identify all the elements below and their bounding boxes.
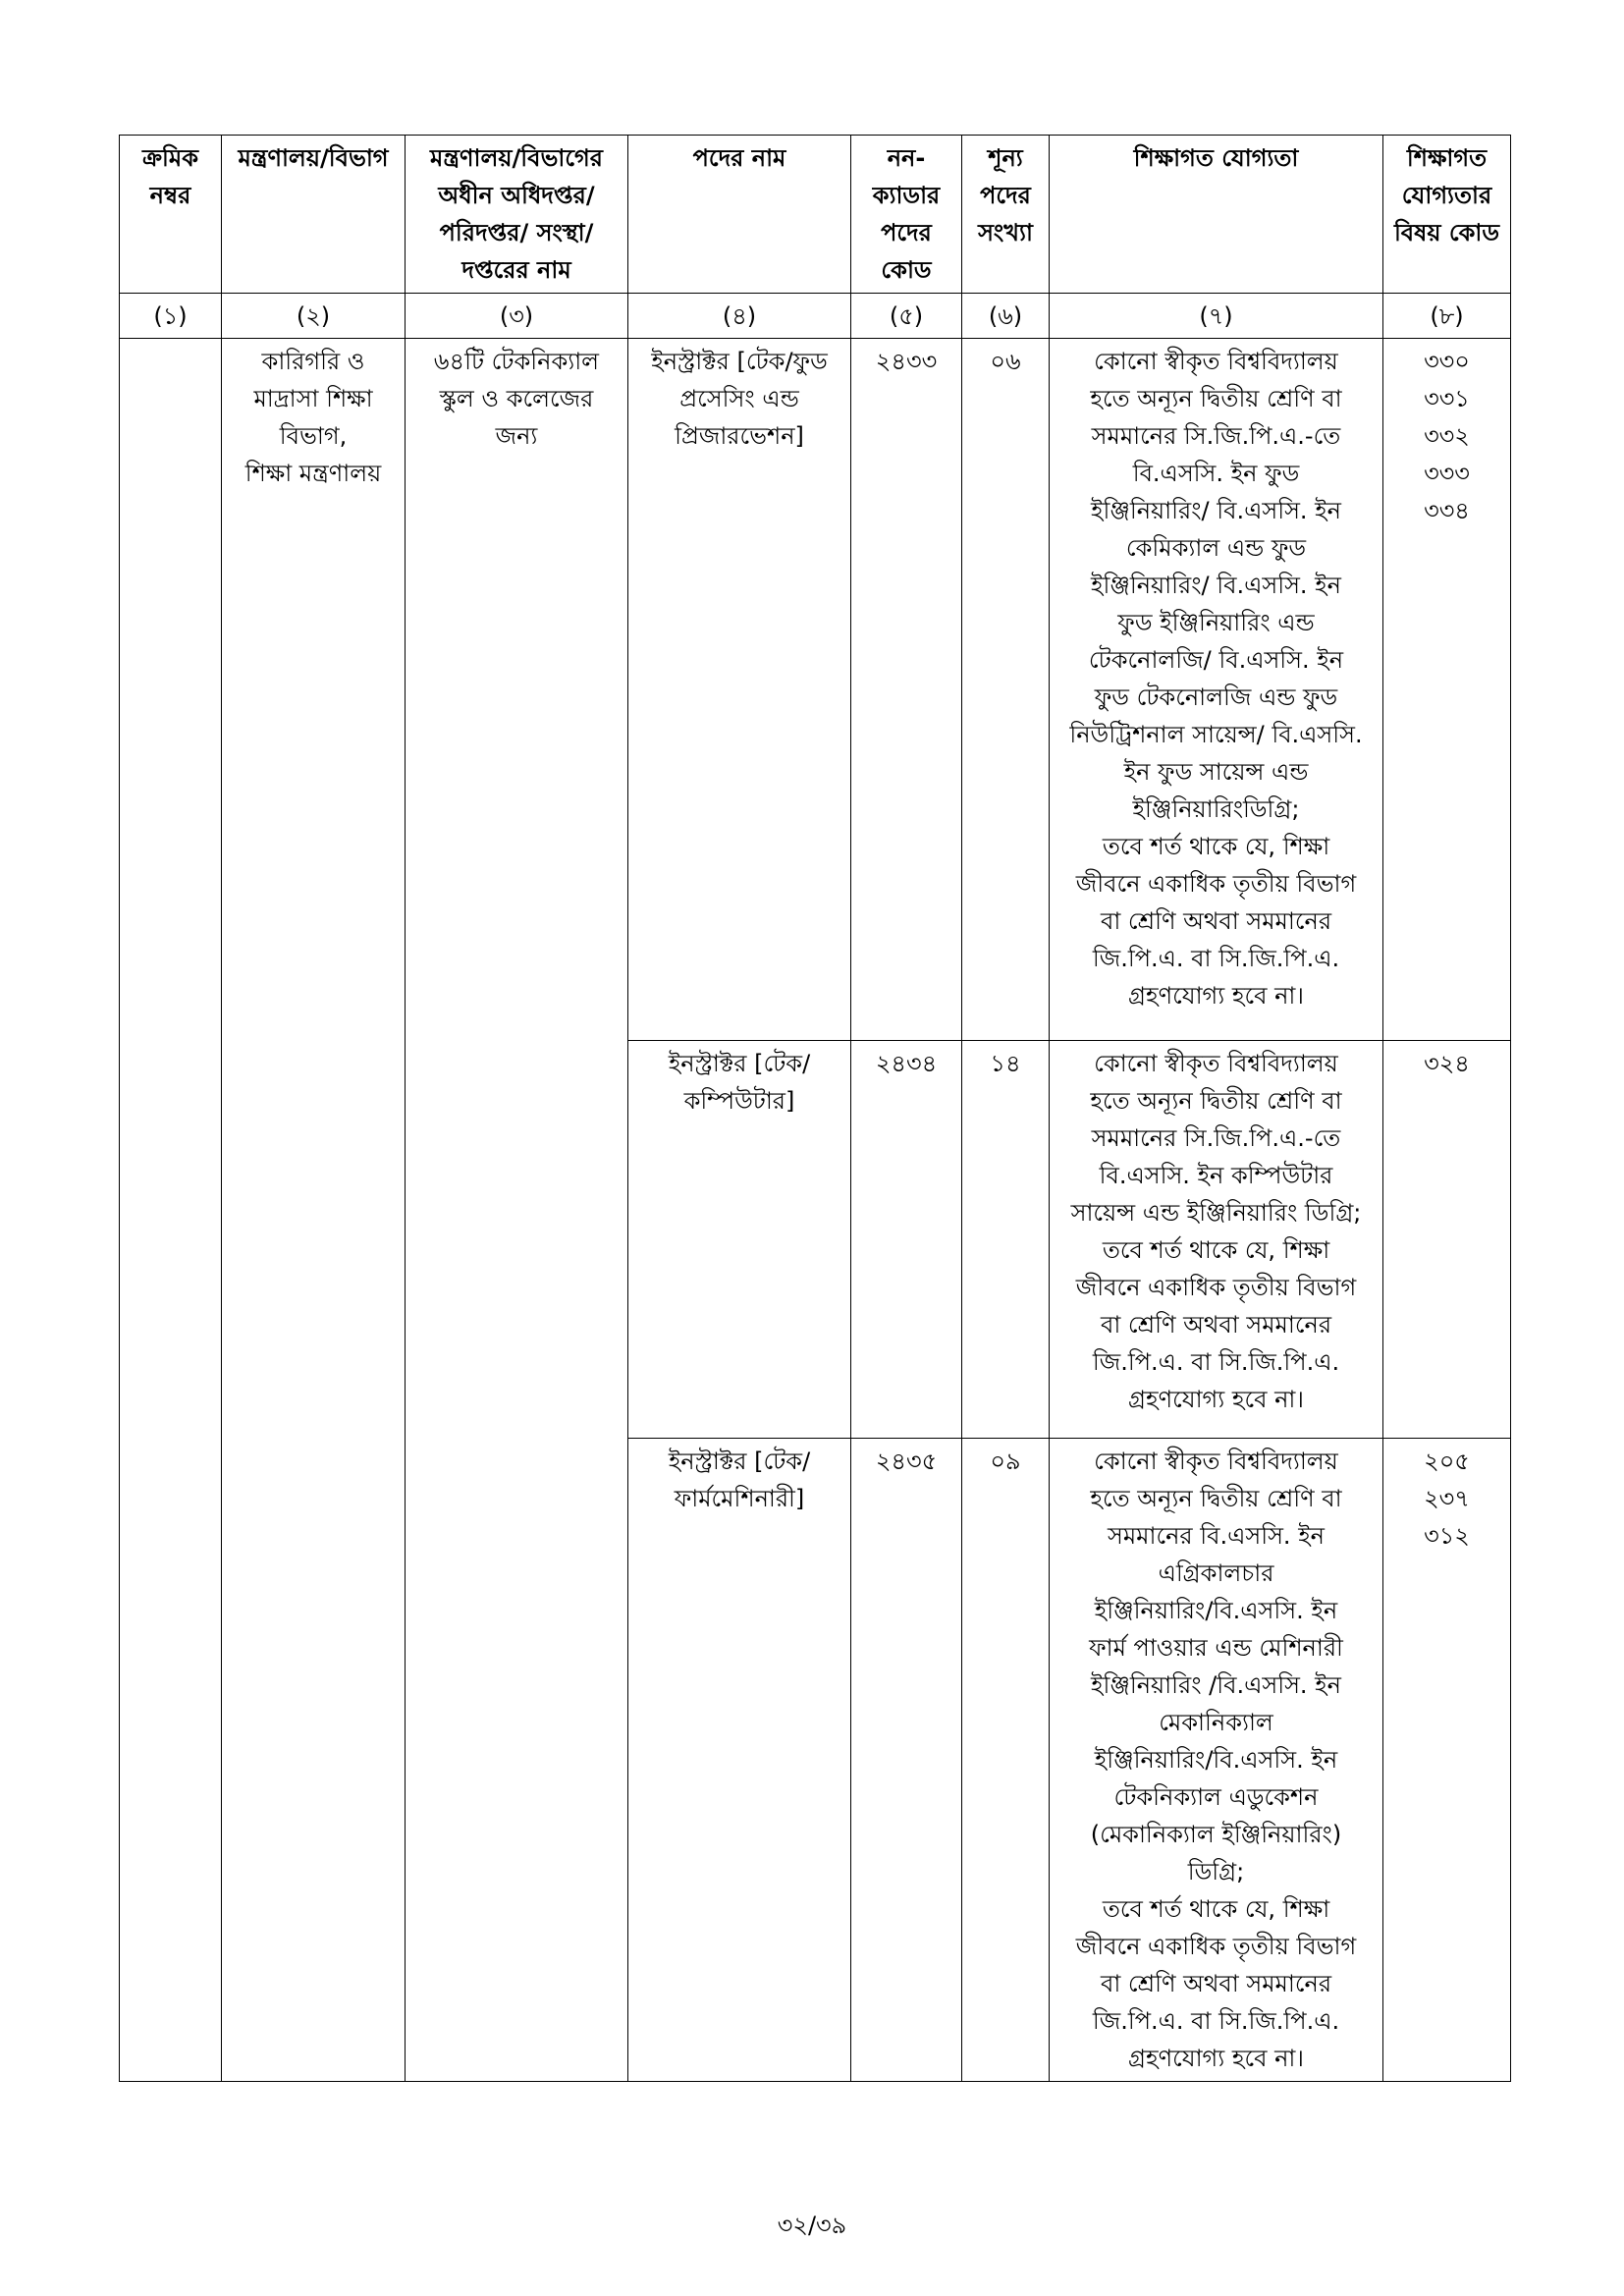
serial-cell bbox=[120, 339, 222, 2082]
column-number: (১) bbox=[120, 294, 222, 339]
vacancy-cell: ১৪ bbox=[962, 1041, 1050, 1439]
header-post-name: পদের নাম bbox=[628, 136, 851, 294]
subject-code-cell: ৩৩০ ৩৩১ ৩৩২ ৩৩৩ ৩৩৪ bbox=[1383, 339, 1511, 1041]
header-row bbox=[120, 136, 1511, 294]
header-department: মন্ত্রণালয়/বিভাগের অধীন অধিদপ্তর/পরিদপ্তর/ সংস্থা/দপ্তরের নাম bbox=[406, 136, 628, 294]
header-vacancy: শূন্য পদের সংখ্যা bbox=[962, 136, 1050, 294]
subject-code-cell: ২০৫ ২৩৭ ৩১২ bbox=[1383, 1439, 1511, 2082]
table-row bbox=[120, 339, 1511, 1041]
post-name-cell: ইনস্ট্রাক্টর [টেক/ কম্পিউটার] bbox=[628, 1041, 851, 1439]
column-number: (২) bbox=[222, 294, 406, 339]
page-number: ৩২/৩৯ bbox=[777, 2212, 847, 2239]
header-ministry: মন্ত্রণালয়/বিভাগ bbox=[222, 136, 406, 294]
department-cell: ৬৪টি টেকনিক্যাল স্কুল ও কলেজের জন্য bbox=[406, 339, 628, 2082]
post-code-cell: ২৪৩৪ bbox=[851, 1041, 962, 1439]
column-number: (৭) bbox=[1050, 294, 1383, 339]
header-subject-code: শিক্ষাগত যোগ্যতার বিষয় কোড bbox=[1383, 136, 1511, 294]
subject-code-cell: ৩২৪ bbox=[1383, 1041, 1511, 1439]
qualification-cell: কোনো স্বীকৃত বিশ্ববিদ্যালয় হতে অন্যূন দ্বিতীয় শ্রেণি বা সমমানের সি.জি.পি.এ.-তে বি.এসসি. ইন ফুড ইঞ্জিনিয়ারিং/ বি.এসসি. ইন কেমিক্যাল এন্ড ফুড ইঞ্জিনিয়ারিং/ বি.এসসি. ইন ফুড ইঞ্জিনিয়ারিং এন্ড টেকনোলজি/ বি.এসসি. ইন ফুড টেকনোলজি এন্ড ফুড নিউট্রিশনাল সায়েন্স/ বি.এসসি. ইন ফুড সায়েন্স এন্ড ইঞ্জিনিয়ারিংডিগ্রি; তবে শর্ত থাকে যে, শিক্ষা জীবনে একাধিক তৃতীয় বিভাগ বা শ্রেণি অথবা সমমানের জি.পি.এ. বা সি.জি.পি.এ. গ্রহণযোগ্য হবে না। bbox=[1050, 339, 1383, 1041]
header-serial: ক্রমিক নম্বর bbox=[120, 136, 222, 294]
ministry-cell: কারিগরি ও মাদ্রাসা শিক্ষা বিভাগ, শিক্ষা মন্ত্রণালয় bbox=[222, 339, 406, 2082]
post-code-cell: ২৪৩৫ bbox=[851, 1439, 962, 2082]
qualification-cell: কোনো স্বীকৃত বিশ্ববিদ্যালয় হতে অন্যূন দ্বিতীয় শ্রেণি বা সমমানের সি.জি.পি.এ.-তে বি.এসসি. ইন কম্পিউটার সায়েন্স এন্ড ইঞ্জিনিয়ারিং ডিগ্রি; তবে শর্ত থাকে যে, শিক্ষা জীবনে একাধিক তৃতীয় বিভাগ বা শ্রেণি অথবা সমমানের জি.পি.এ. বা সি.জি.পি.এ. গ্রহণযোগ্য হবে না। bbox=[1050, 1041, 1383, 1439]
post-name-cell: ইনস্ট্রাক্টর [টেক/ফুড প্রসেসিং এন্ড প্রিজারভেশন] bbox=[628, 339, 851, 1041]
vacancy-cell: ০৯ bbox=[962, 1439, 1050, 2082]
post-name-cell: ইনস্ট্রাক্টর [টেক/ ফার্মমেশিনারী] bbox=[628, 1439, 851, 2082]
qualification-cell: কোনো স্বীকৃত বিশ্ববিদ্যালয় হতে অন্যূন দ্বিতীয় শ্রেণি বা সমমানের বি.এসসি. ইন এগ্রিকালচার ইঞ্জিনিয়ারিং/বি.এসসি. ইন ফার্ম পাওয়ার এন্ড মেশিনারী ইঞ্জিনিয়ারিং /বি.এসসি. ইন মেকানিক্যাল ইঞ্জিনিয়ারিং/বি.এসসি. ইন টেকনিক্যাল এডুকেশন (মেকানিক্যাল ইঞ্জিনিয়ারিং) ডিগ্রি; তবে শর্ত থাকে যে, শিক্ষা জীবনে একাধিক তৃতীয় বিভাগ বা শ্রেণি অথবা সমমানের জি.পি.এ. বা সি.জি.পি.এ. গ্রহণযোগ্য হবে না। bbox=[1050, 1439, 1383, 2082]
vacancy-cell: ০৬ bbox=[962, 339, 1050, 1041]
column-number: (৬) bbox=[962, 294, 1050, 339]
header-qualification: শিক্ষাগত যোগ্যতা bbox=[1050, 136, 1383, 294]
column-number: (৩) bbox=[406, 294, 628, 339]
column-number: (৫) bbox=[851, 294, 962, 339]
column-number: (৪) bbox=[628, 294, 851, 339]
post-code-cell: ২৪৩৩ bbox=[851, 339, 962, 1041]
column-number: (৮) bbox=[1383, 294, 1511, 339]
header-post-code: নন-ক্যাডার পদের কোড bbox=[851, 136, 962, 294]
vacancy-table bbox=[119, 135, 1511, 2082]
column-number-row bbox=[120, 294, 1511, 339]
